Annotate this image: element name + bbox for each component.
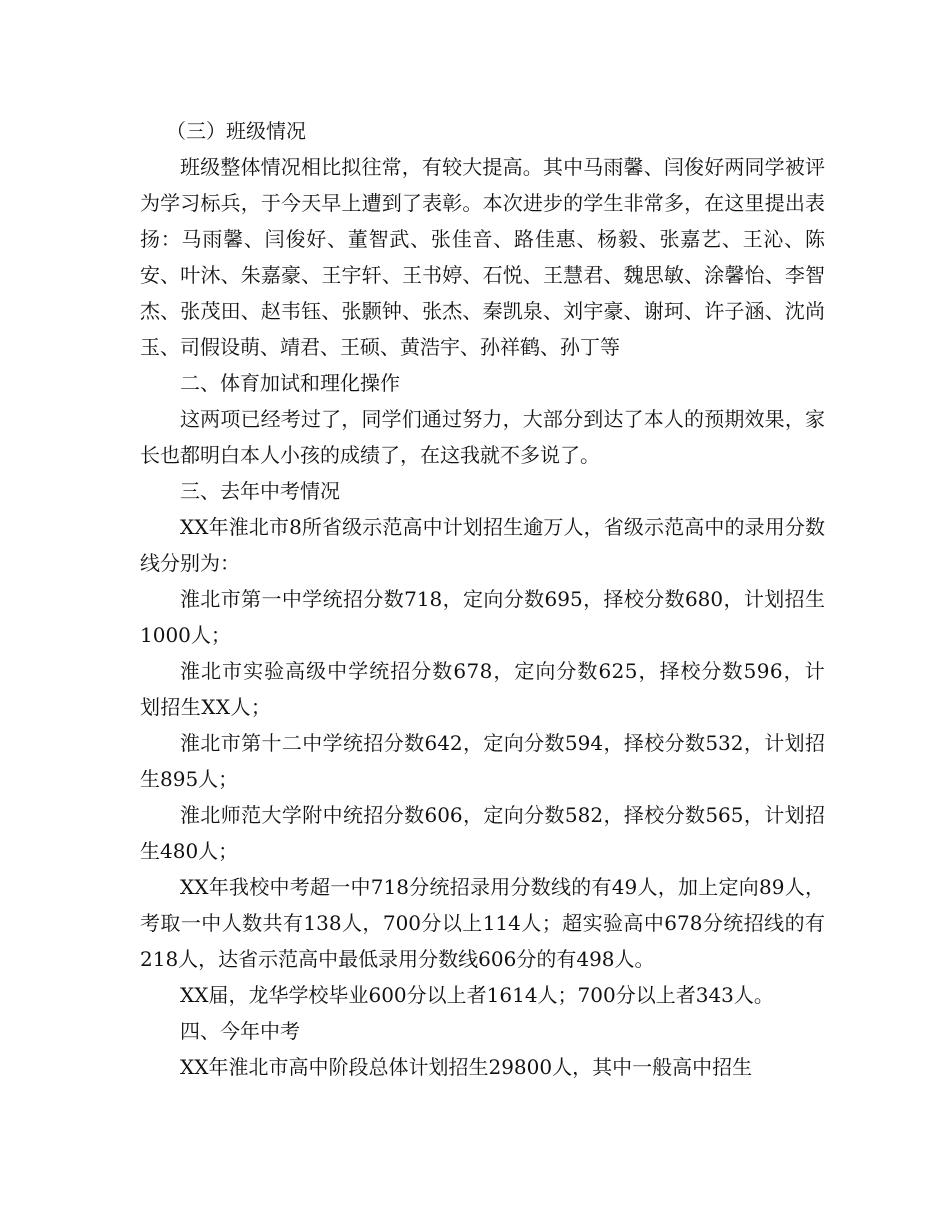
section-heading-class-status: （三）班级情况 [166,119,306,143]
paragraph-school-1: 淮北市第一中学统招分数718，定向分数695，择校分数680，计划招生1000人； [140,587,825,647]
paragraph-school-2: 淮北市实验高级中学统招分数678，定向分数625，择校分数596，计划招生XX人； [140,659,825,719]
paragraph-class-of-xx: XX届，龙华学校毕业600分以上者1614人；700分以上者343人。 [180,983,774,1007]
paragraph-pe-and-lab: 这两项已经考过了，同学们通过努力，大部分到达了本人的预期效果，家长也都明白本人小孩的成绩了，在这我就不多说了。 [140,407,825,467]
paragraph-class-status: 班级整体情况相比拟往常，有较大提高。其中马雨馨、闫俊好两同学被评为学习标兵，于今天早上遭到了表彰。本次进步的学生非常多，在这里提出表扬：马雨馨、闫俊好、董智武、张佳音、路佳惠、杨毅、张嘉艺、王沁、陈安、叶沐、朱嘉豪、王宇轩、王书婷、石悦、王慧君、魏思敏、涂馨怡、李智杰、张茂田、赵韦钰、张颢钟、张杰、秦凯泉、刘宇豪、谢珂、许子涵、沈尚玉、司假设萌、靖君、王硕、黄浩宇、孙祥鹤、孙丁等 [140,155,825,359]
section-heading-pe-and-lab: 二、体育加试和理化操作 [180,371,400,395]
section-heading-last-year-exam: 三、去年中考情况 [180,479,340,503]
paragraph-our-school-results: XX年我校中考超一中718分统招录用分数线的有49人，加上定向89人，考取一中人数共有138人，700分以上114人；超实验高中678分统招线的有218人，达省示范高中最低录用分数线606分的有498人。 [140,875,825,971]
section-heading-this-year-exam: 四、今年中考 [180,1019,300,1043]
paragraph-school-4: 淮北师范大学附中统招分数606，定向分数582，择校分数565，计划招生480人； [140,803,825,863]
document-body [140,113,825,1085]
paragraph-school-3: 淮北市第十二中学统招分数642，定向分数594，择校分数532，计划招生895人； [140,731,825,791]
paragraph-last-year-intro: XX年淮北市8所省级示范高中计划招生逾万人，省级示范高中的录用分数线分别为： [140,515,825,575]
paragraph-this-year-plan: XX年淮北市高中阶段总体计划招生29800人，其中一般高中招生 [180,1055,753,1079]
